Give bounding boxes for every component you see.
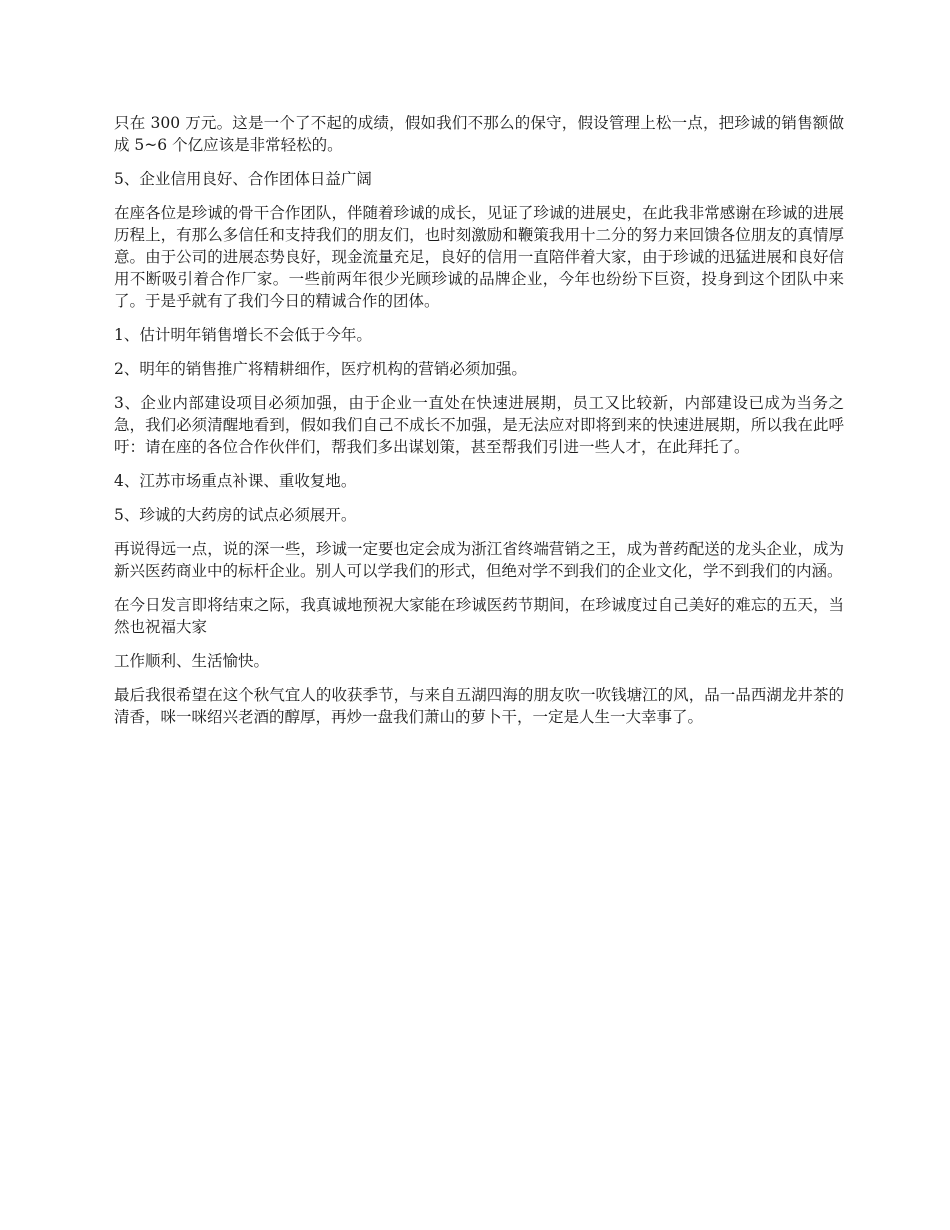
paragraph-wishes-short: 工作顺利、生活愉快。 <box>114 652 270 670</box>
paragraph-intro-continuation: 只在 300 万元。这是一个了不起的成绩，假如我们不那么的保守，假设管理上松一点，把珍诚的销售额做成 5~6 个亿应该是非常轻松的。 <box>114 114 844 154</box>
list-item-jiangsu-market: 4、江苏市场重点补课、重收复地。 <box>114 472 357 490</box>
paragraph-final: 最后我很希望在这个秋气宜人的收获季节，与来自五湖四海的朋友吹一吹钱塘江的风，品一品西湖龙井茶的清香，咪一咪绍兴老酒的醇厚，再炒一盘我们萧山的萝卜干，一定是人生一大幸事了。 <box>114 686 844 726</box>
paragraph-closing-wishes: 在今日发言即将结束之际，我真诚地预祝大家能在珍诚医药节期间，在珍诚度过自己美好的难忘的五天，当然也祝福大家 <box>114 596 844 636</box>
list-item-sales-promotion: 2、明年的销售推广将精耕细作，医疗机构的营销必须加强。 <box>114 360 527 378</box>
paragraph-vision: 再说得远一点，说的深一些，珍诚一定要也定会成为浙江省终端营销之王，成为普药配送的龙头企业，成为新兴医药商业中的标杆企业。别人可以学我们的形式，但绝对学不到我们的企业文化，学不到我们的内涵。 <box>114 540 844 580</box>
list-item-sales-growth: 1、估计明年销售增长不会低于今年。 <box>114 326 372 344</box>
paragraph-partner-team: 在座各位是珍诚的骨干合作团队，伴随着珍诚的成长，见证了珍诚的进展史，在此我非常感谢在珍诚的进展历程上，有那么多信任和支持我们的朋友们，也时刻激励和鞭策我用十二分的努力来回馈各位朋友的真情厚意。由于公司的进展态势良好，现金流量充足，良好的信用一直陪伴着大家，由于珍诚的迅猛进展和良好信用不断吸引着合作厂家。一些前两年很少光顾珍诚的品牌企业，今年也纷纷下巨资，投身到这个团队中来了。于是乎就有了我们今日的精诚合作的团体。 <box>114 204 844 310</box>
list-item-pharmacy-pilot: 5、珍诚的大药房的试点必须展开。 <box>114 506 357 524</box>
heading-credit-partnership: 5、企业信用良好、合作团体日益广阔 <box>114 170 372 188</box>
document-page <box>114 112 844 740</box>
list-item-internal-construction: 3、企业内部建设项目必须加强，由于企业一直处在快速进展期，员工又比较新，内部建设已成为当务之急，我们必须清醒地看到，假如我们自己不成长不加强，是无法应对即将到来的快速进展期，所以我在此呼吁：请在座的各位合作伙伴们，帮我们多出谋划策，甚至帮我们引进一些人才，在此拜托了。 <box>114 394 844 456</box>
